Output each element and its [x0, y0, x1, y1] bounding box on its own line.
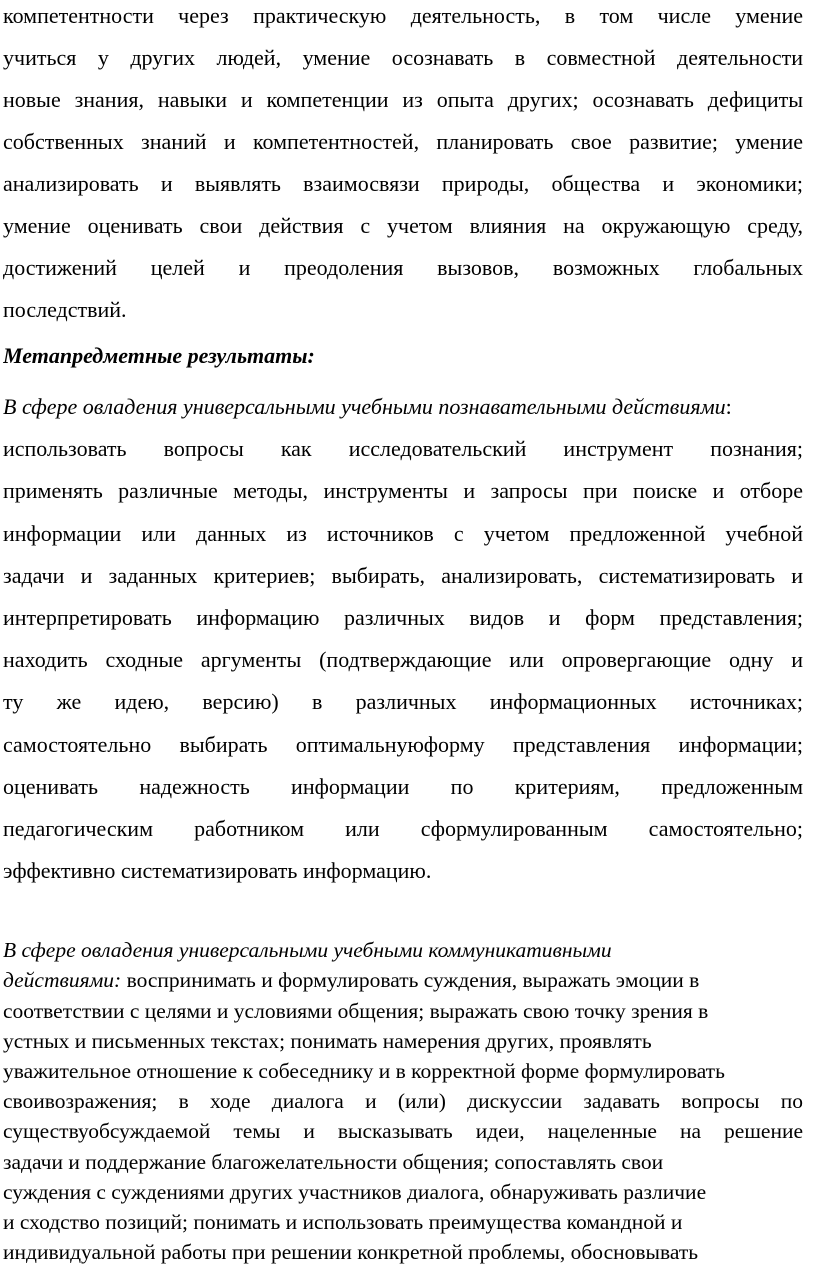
- line-rest-text: воспринимать и формулировать суждения, выражать эмоции в: [121, 968, 700, 993]
- text-line: задачи и заданных критериев; выбирать, анализировать, систематизировать и: [3, 562, 803, 588]
- paragraph-personal-results: [3, 0, 803, 331]
- paragraph-communicative-actions: [3, 935, 803, 1267]
- text-line: анализировать и выявлять взаимосвязи природы, общества и экономики;: [3, 171, 803, 196]
- text-line: учиться у других людей, умение осознавать в совместной деятельности: [3, 45, 803, 70]
- paragraph-cognitive-actions: [3, 386, 803, 892]
- text-line: индивидуальной работы при решении конкретной проблемы, обосновывать: [3, 1240, 699, 1265]
- intro-colon: :: [725, 394, 732, 419]
- text-line: уважительное отношение к собеседнику и в корректной форме формулировать: [3, 1059, 725, 1083]
- text-line: ту же идею, версию) в различных информационных источниках;: [3, 689, 803, 715]
- paragraph-intro-line: [3, 386, 803, 428]
- text-line: интерпретировать информацию различных видов и форм представления;: [3, 604, 803, 630]
- text-line: умение оценивать свои действия с учетом влияния на окружающую среду,: [3, 213, 803, 238]
- text-line: собственных знаний и компетентностей, планировать свое развитие; умение: [3, 129, 803, 154]
- text-line: самостоятельно выбирать оптимальнуюформу представления информации;: [3, 731, 803, 757]
- text-line: новые знания, навыки и компетенции из опыта других; осознавать дефициты: [3, 87, 803, 112]
- text-line: информации или данных из источников с учетом предложенной учебной: [3, 520, 803, 546]
- document-page: [3, 0, 803, 1267]
- text-line: существуобсуждаемой темы и высказывать идеи, нацеленные на решение: [3, 1119, 803, 1144]
- spacer: [3, 892, 803, 935]
- text-line: последствий.: [3, 297, 127, 322]
- text-line: использовать вопросы как исследовательский инструмент познания;: [3, 436, 803, 462]
- text-line: суждения с суждениями других участников диалога, обнаруживать различие: [3, 1179, 707, 1204]
- text-line: достижений целей и преодоления вызовов, возможных глобальных: [3, 255, 803, 280]
- text-line: находить сходные аргументы (подтверждающие или опровергающие одну и: [3, 647, 803, 673]
- intro-italic-text: В сфере овладения универсальными учебными познавательными действиями: [3, 394, 726, 419]
- text-line: педагогическим работником или сформулированным самостоятельно;: [3, 815, 803, 841]
- paragraph-intro-line: В сфере овладения универсальными учебными коммуникативными: [3, 938, 612, 963]
- text-line: задачи и поддержание благожелательности общения; сопоставлять свои: [3, 1149, 664, 1174]
- text-line: соответствии с целями и условиями общения; выражать свою точку зрения в: [3, 998, 709, 1023]
- text-line: эффективно систематизировать информацию.: [3, 858, 432, 884]
- text-line: [3, 965, 803, 995]
- text-line: своивозражения; в ходе диалога и (или) дискуссии задавать вопросы по: [3, 1089, 803, 1114]
- section-heading-metasubject: Метапредметные результаты:: [3, 343, 315, 368]
- text-line: компетентности через практическую деятельность, в том числе умение: [3, 3, 803, 28]
- text-line: и сходство позиций; понимать и использовать преимущества командной и: [3, 1209, 683, 1234]
- intro-italic-text: действиями:: [3, 968, 122, 993]
- text-line: применять различные методы, инструменты и запросы при поиске и отборе: [3, 478, 803, 504]
- text-line: устных и письменных текстах; понимать намерения других, проявлять: [3, 1028, 652, 1053]
- text-line: оценивать надежность информации по критериям, предложенным: [3, 773, 803, 799]
